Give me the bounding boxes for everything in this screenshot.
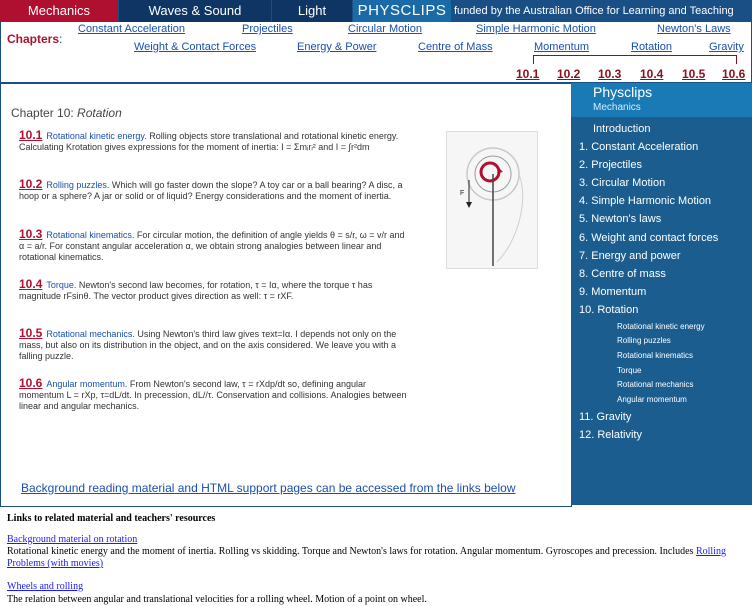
chapter-prefix: Chapter 10: (11, 106, 78, 120)
rolling-problems-link[interactable]: Rolling Problems (with movies) (7, 546, 726, 569)
section-number[interactable]: 10.5 (19, 326, 43, 340)
physclips-logo[interactable]: PHYSCLIPS (353, 0, 451, 22)
section-10-4 (19, 279, 409, 302)
background-reading-link[interactable]: Background reading material and HTML support pages can be accessed from the links below (21, 481, 516, 495)
section-text: For circular motion, the definition of angle yields θ = s/r, ω = v/r and α = a/r. For constant angular acceleration α, we obtain strong analogies between linear and rotational kinematics. (19, 230, 405, 262)
sidebar-subitem-rotational-mechanics[interactable]: Rotational mechanics (617, 380, 694, 389)
sidebar-subitem-torque[interactable]: Torque (617, 366, 642, 375)
chapter-link-projectiles[interactable]: Projectiles (242, 23, 293, 35)
background-rotation-description (7, 546, 747, 570)
sidebar-item-5[interactable]: 5. Newton's laws (579, 213, 662, 225)
sidebar-item-11[interactable]: 11. Gravity (579, 411, 632, 423)
wheel-illustration (447, 132, 537, 268)
wheels-rolling-description: The relation between angular and translational velocities for a rolling wheel. Motion of a point on wheel. (7, 594, 427, 605)
sidebar-item-6[interactable]: 6. Weight and contact forces (579, 232, 719, 244)
section-number[interactable]: 10.6 (19, 376, 43, 390)
sidebar-item-2[interactable]: 2. Projectiles (579, 159, 642, 171)
section-number[interactable]: 10.3 (19, 227, 43, 241)
rotation-arrow-icon (481, 163, 499, 181)
section-text: Newton's second law becomes, for rotation, τ = Iα, where the torque τ has magnitude rFsinθ. The vector product gives direction as well: τ = rXF. (19, 280, 373, 301)
section-number[interactable]: 10.2 (19, 177, 43, 191)
force-label: F (460, 190, 465, 197)
sidebar-item-10[interactable]: 10. Rotation (579, 304, 639, 316)
section-text: Rolling objects store translational and rotational kinetic energy. Calculating Krotation gives expressions for the moment of inertia: I = Σmᵢrᵢ² and I = ∫r²dm (19, 131, 399, 152)
sidebar (571, 83, 752, 505)
sidebar-item-1[interactable]: 1. Constant Acceleration (579, 141, 699, 153)
section-number[interactable]: 10.4 (19, 277, 43, 291)
chapter-name: Rotation (77, 106, 122, 120)
subsection-link-10-5[interactable]: 10.5 (682, 67, 706, 81)
section-10-1 (19, 130, 409, 153)
section-title-link[interactable]: Rotational kinematics. (46, 230, 135, 240)
sidebar-subitem-rolling-puzzles[interactable]: Rolling puzzles (617, 336, 671, 345)
section-text: From Newton's second law, τ = rXdp/dt so, defining angular momentum L = rXp, τ=dL/dt. In precession, dL//τ. Conservation and collisions. Analogies between linear and angular mechanics. (19, 379, 407, 411)
sidebar-item-3[interactable]: 3. Circular Motion (579, 177, 666, 189)
chapters-label-text: Chapters (7, 32, 60, 46)
wheels-rolling-link[interactable]: Wheels and rolling (7, 581, 84, 592)
section-10-2 (19, 179, 409, 202)
subsection-bracket (533, 55, 737, 64)
sidebar-item-introduction[interactable]: Introduction (593, 123, 651, 135)
string-curve (497, 174, 523, 262)
subsection-link-10-6[interactable]: 10.6 (722, 67, 746, 81)
chapter-link-energy-power[interactable]: Energy & Power (297, 41, 377, 53)
sidebar-item-7[interactable]: 7. Energy and power (579, 250, 681, 262)
subsection-link-10-3[interactable]: 10.3 (598, 67, 622, 81)
chapter-link-shm[interactable]: Simple Harmonic Motion (476, 23, 596, 35)
section-title-link[interactable]: Rolling puzzles. (46, 180, 110, 190)
chapter-link-newtons-laws[interactable]: Newton's Laws (657, 23, 731, 35)
section-title-link[interactable]: Torque. (46, 280, 77, 290)
chapter-link-gravity[interactable]: Gravity (709, 41, 744, 53)
section-number[interactable]: 10.1 (19, 128, 43, 142)
background-rotation-link[interactable]: Background material on rotation (7, 534, 138, 545)
description-text: Rotational kinetic energy and the moment of inertia. Rolling vs skidding. Torque and Newton's laws for rotation. Angular momentum. Gyroscopes and precession. Includes (7, 546, 696, 557)
section-title-link[interactable]: Rotational mechanics. (46, 329, 135, 339)
force-arrowhead-icon (466, 202, 472, 208)
tab-mechanics[interactable]: Mechanics (0, 0, 118, 22)
section-text: Which will go faster down the slope? A toy car or a ball bearing? A disc, a hoop or a sphere? A jar or solid or of liquid? Energy considerations and the moment of inertia. (19, 180, 403, 201)
section-title-link[interactable]: Rotational kinetic energy. (46, 131, 147, 141)
chapters-label-colon: : (59, 32, 63, 46)
section-10-5 (19, 328, 409, 362)
sidebar-subitem-rotational-ke[interactable]: Rotational kinetic energy (617, 322, 705, 331)
chapter-link-rotation[interactable]: Rotation (631, 41, 672, 53)
section-title-link[interactable]: Angular momentum. (46, 379, 128, 389)
tab-light[interactable]: Light (272, 0, 352, 22)
chapter-link-weight-contact[interactable]: Weight & Contact Forces (134, 41, 257, 53)
section-text: Using Newton's third law gives τext=Iα. I depends not only on the mass, but also on its distribution in the object, and on the axis considered. We leave you with a falling puzzle. (19, 329, 397, 361)
subsection-link-10-2[interactable]: 10.2 (557, 67, 581, 81)
sidebar-item-12[interactable]: 12. Relativity (579, 429, 642, 441)
rotation-figure[interactable] (446, 131, 538, 269)
subsection-link-10-1[interactable]: 10.1 (516, 67, 540, 81)
chapter-link-centre-of-mass[interactable]: Centre of Mass (418, 41, 493, 53)
sidebar-subtitle[interactable]: Mechanics (593, 102, 641, 113)
section-10-6 (19, 378, 409, 412)
related-links-heading: Links to related material and teachers' resources (7, 513, 216, 524)
sidebar-header (571, 83, 752, 117)
chapter-link-circular-motion[interactable]: Circular Motion (348, 23, 422, 35)
sidebar-item-9[interactable]: 9. Momentum (579, 286, 647, 298)
sidebar-item-8[interactable]: 8. Centre of mass (579, 268, 666, 280)
sidebar-item-4[interactable]: 4. Simple Harmonic Motion (579, 195, 712, 207)
chapters-label (7, 32, 62, 46)
chapter-link-momentum[interactable]: Momentum (534, 41, 590, 53)
top-nav-bar (0, 0, 752, 22)
section-10-3 (19, 229, 409, 263)
tab-waves-sound[interactable]: Waves & Sound (119, 0, 271, 22)
sidebar-title[interactable]: Physclips (593, 84, 653, 100)
funding-notice: funded by the Australian Office for Learning and Teaching (454, 5, 734, 17)
chapter-link-constant-acceleration[interactable]: Constant Acceleration (78, 23, 186, 35)
chapter-title (11, 106, 122, 120)
sidebar-subitem-rotational-kinematics[interactable]: Rotational kinematics (617, 351, 694, 360)
subsection-link-10-4[interactable]: 10.4 (640, 67, 664, 81)
sidebar-subitem-angular-momentum[interactable]: Angular momentum (617, 395, 687, 404)
